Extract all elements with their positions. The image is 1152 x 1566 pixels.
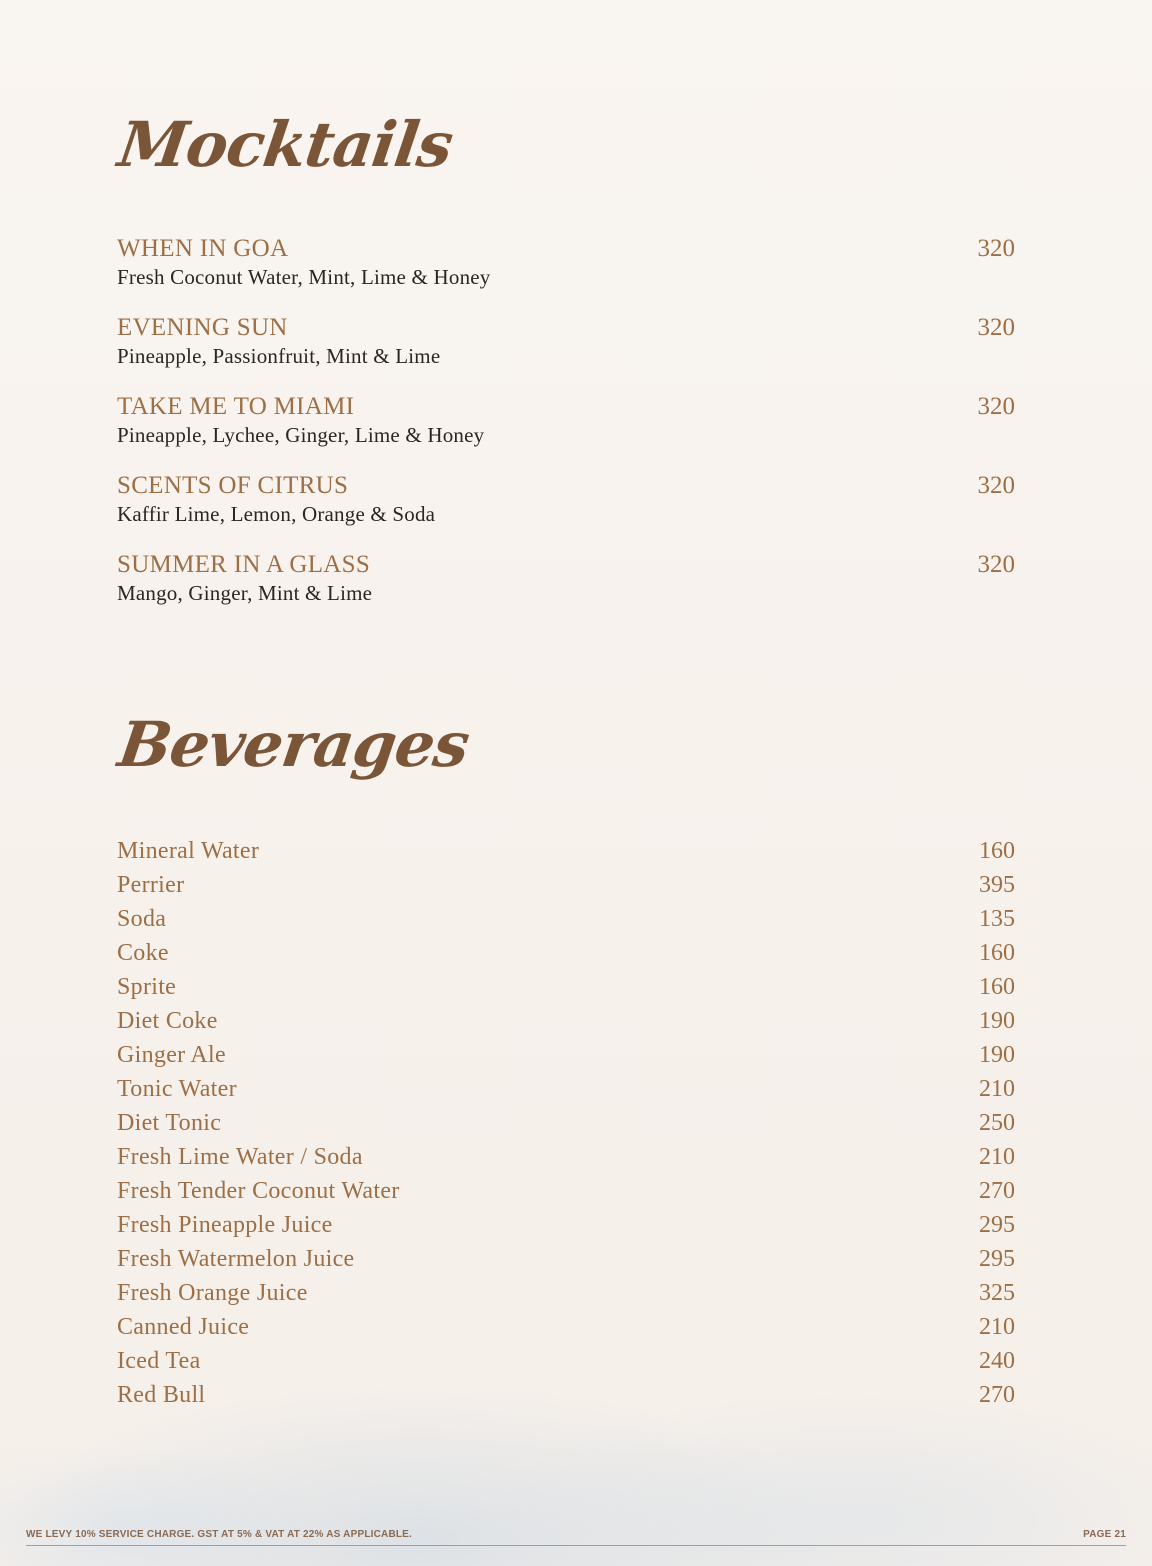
- beverage-price: 160: [979, 940, 1015, 966]
- beverage-name: Fresh Lime Water / Soda: [117, 1144, 363, 1170]
- mocktail-item: [117, 313, 1017, 392]
- mocktail-item: [117, 550, 1017, 629]
- mocktail-item: [117, 234, 1017, 313]
- mocktail-item: [117, 392, 1017, 471]
- beverage-price: 240: [979, 1348, 1015, 1374]
- mocktails-list: [117, 234, 1017, 629]
- beverage-name: Canned Juice: [117, 1314, 250, 1340]
- mocktail-price: 320: [977, 472, 1015, 499]
- page-footer: [26, 1527, 1126, 1547]
- beverage-item: [117, 1244, 1017, 1278]
- mocktail-description: Kaffir Lime, Lemon, Orange & Soda: [117, 502, 436, 526]
- mocktail-description: Pineapple, Passionfruit, Mint & Lime: [117, 344, 441, 368]
- beverage-item: [117, 1108, 1017, 1142]
- beverage-name: Fresh Pineapple Juice: [117, 1212, 333, 1238]
- beverage-item: [117, 1142, 1017, 1176]
- beverage-item: [117, 1210, 1017, 1244]
- beverage-item: [117, 1312, 1017, 1346]
- beverage-price: 190: [979, 1008, 1015, 1034]
- mocktail-price: 320: [977, 235, 1015, 262]
- beverage-price: 160: [979, 838, 1015, 864]
- footer-divider: [26, 1545, 1126, 1546]
- beverage-name: Sprite: [117, 974, 177, 1000]
- mocktail-price: 320: [977, 314, 1015, 341]
- beverage-name: Fresh Tender Coconut Water: [117, 1178, 400, 1204]
- beverage-price: 190: [979, 1042, 1015, 1068]
- beverage-price: 295: [979, 1212, 1015, 1238]
- beverage-item: [117, 1380, 1017, 1414]
- beverage-price: 295: [979, 1246, 1015, 1272]
- mocktail-price: 320: [977, 393, 1015, 420]
- beverage-item: [117, 1006, 1017, 1040]
- beverage-name: Red Bull: [117, 1382, 206, 1408]
- beverage-price: 210: [979, 1076, 1015, 1102]
- mocktail-name: SUMMER IN A GLASS: [117, 551, 371, 578]
- beverage-item: [117, 1278, 1017, 1312]
- beverage-item: [117, 904, 1017, 938]
- beverage-name: Tonic Water: [117, 1076, 237, 1102]
- mocktail-description: Mango, Ginger, Mint & Lime: [117, 581, 373, 605]
- beverage-name: Iced Tea: [117, 1348, 201, 1374]
- beverage-name: Soda: [117, 906, 167, 932]
- mocktail-name: WHEN IN GOA: [117, 235, 289, 262]
- beverages-heading: Beverages: [114, 708, 474, 781]
- beverage-name: Fresh Watermelon Juice: [117, 1246, 355, 1272]
- beverage-price: 270: [979, 1382, 1015, 1408]
- beverage-item: [117, 1074, 1017, 1108]
- mocktail-description: Pineapple, Lychee, Ginger, Lime & Honey: [117, 423, 485, 447]
- beverage-item: [117, 1176, 1017, 1210]
- beverages-list: [117, 836, 1017, 1414]
- mocktail-name: TAKE ME TO MIAMI: [117, 393, 355, 420]
- beverage-name: Fresh Orange Juice: [117, 1280, 308, 1306]
- beverage-name: Diet Tonic: [117, 1110, 222, 1136]
- beverage-item: [117, 836, 1017, 870]
- beverage-price: 210: [979, 1314, 1015, 1340]
- beverage-price: 160: [979, 974, 1015, 1000]
- beverage-name: Coke: [117, 940, 169, 966]
- beverage-item: [117, 1040, 1017, 1074]
- beverage-name: Diet Coke: [117, 1008, 218, 1034]
- mocktails-heading: Mocktails: [114, 108, 457, 181]
- beverage-item: [117, 972, 1017, 1006]
- beverage-price: 395: [979, 872, 1015, 898]
- page-number: PAGE 21: [1083, 1529, 1126, 1540]
- beverage-price: 325: [979, 1280, 1015, 1306]
- mocktail-price: 320: [977, 551, 1015, 578]
- beverage-price: 270: [979, 1178, 1015, 1204]
- beverage-item: [117, 1346, 1017, 1380]
- beverage-price: 210: [979, 1144, 1015, 1170]
- tax-note: WE LEVY 10% SERVICE CHARGE. GST AT 5% & VAT AT 22% AS APPLICABLE.: [26, 1529, 413, 1540]
- beverage-name: Ginger Ale: [117, 1042, 226, 1068]
- beverage-name: Perrier: [117, 872, 185, 898]
- beverage-item: [117, 870, 1017, 904]
- mocktail-name: SCENTS OF CITRUS: [117, 472, 349, 499]
- beverage-name: Mineral Water: [117, 838, 260, 864]
- mocktail-item: [117, 471, 1017, 550]
- beverage-price: 135: [979, 906, 1015, 932]
- beverage-price: 250: [979, 1110, 1015, 1136]
- mocktail-description: Fresh Coconut Water, Mint, Lime & Honey: [117, 265, 491, 289]
- mocktail-name: EVENING SUN: [117, 314, 288, 341]
- beverage-item: [117, 938, 1017, 972]
